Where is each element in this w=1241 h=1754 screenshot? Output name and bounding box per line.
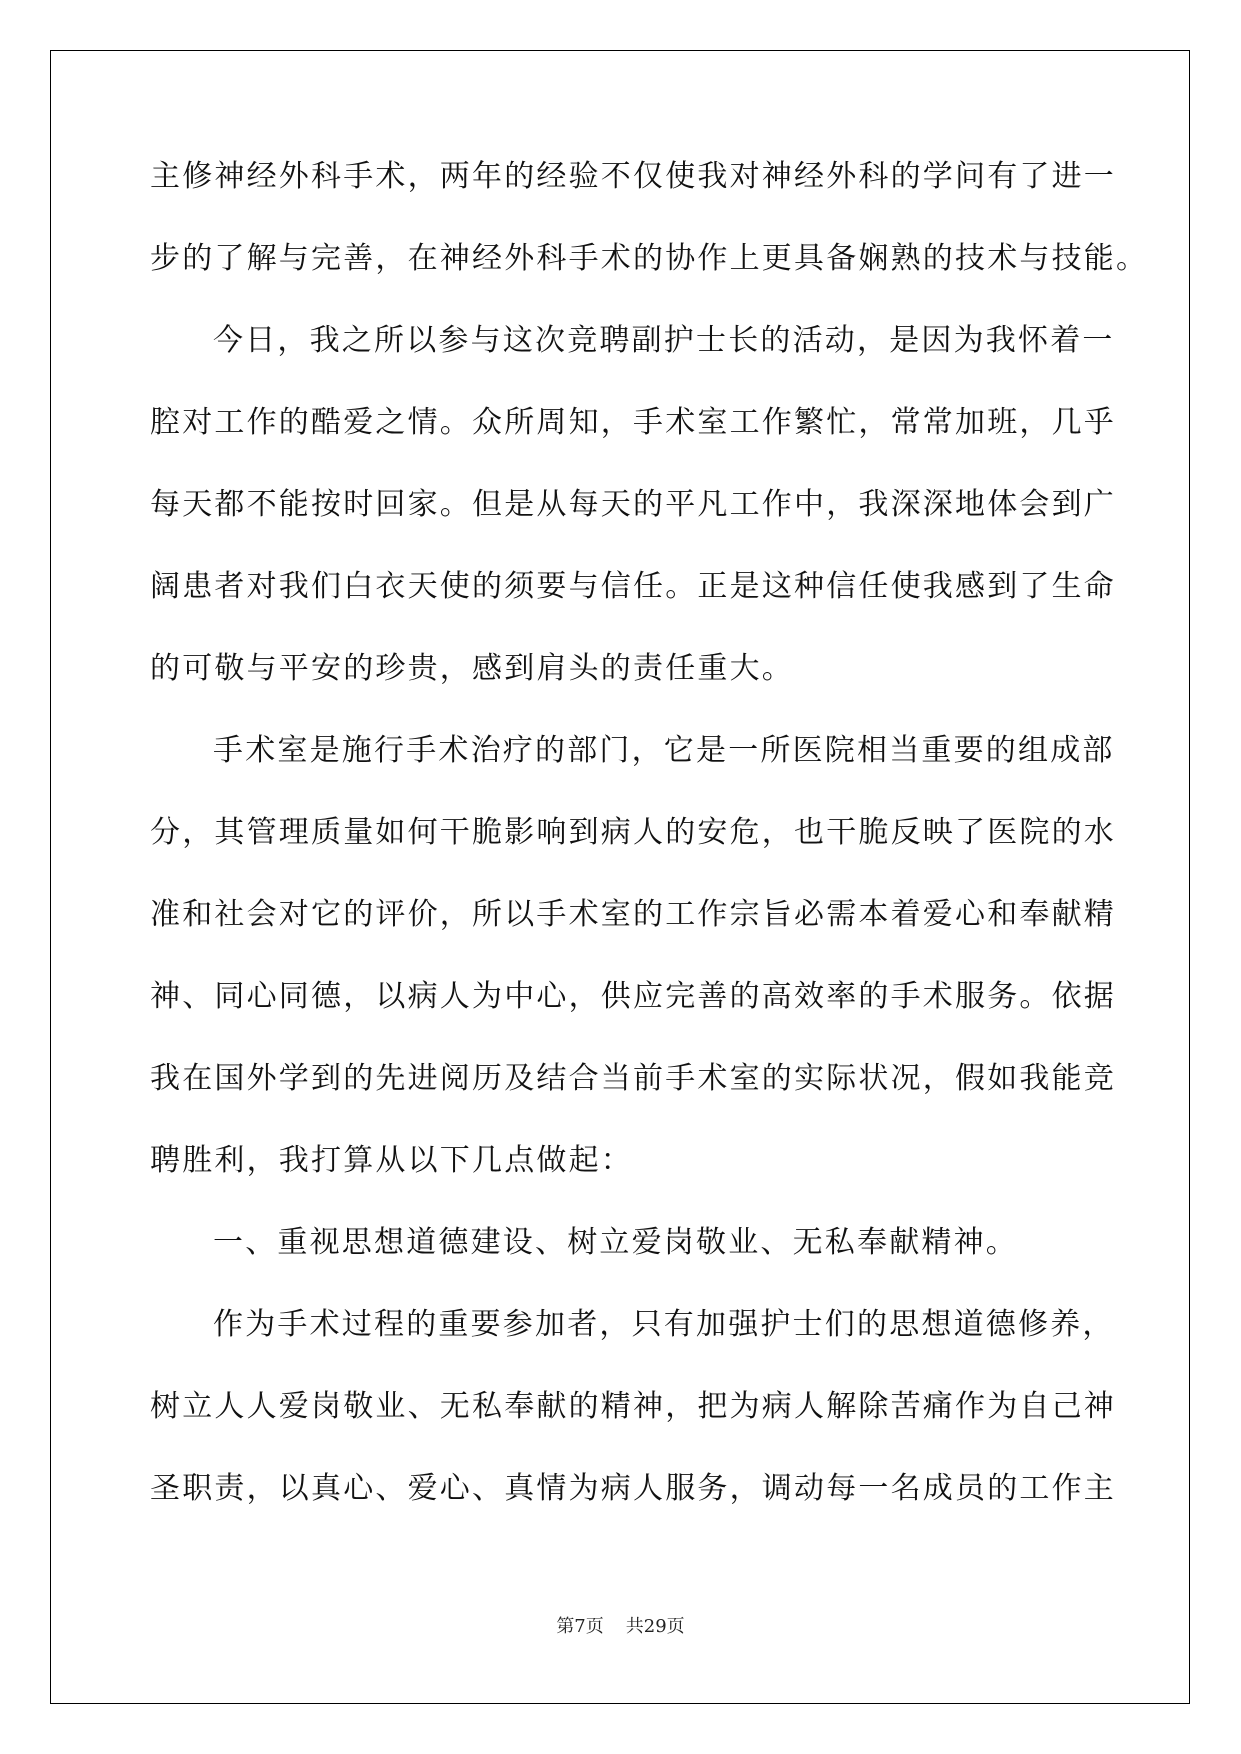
text-line: 我在国外学到的先进阅历及结合当前手术室的实际状况，假如我能竞 xyxy=(150,1061,1116,1096)
text-line: 的可敬与平安的珍贵，感到肩头的责任重大。 xyxy=(150,651,794,686)
text-line: 圣职责，以真心、爱心、真情为病人服务，调动每一名成员的工作主 xyxy=(150,1471,1116,1506)
text-line: 腔对工作的酷爱之情。众所周知，手术室工作繁忙，常常加班，几乎 xyxy=(150,405,1116,440)
text-line: 树立人人爱岗敬业、无私奉献的精神，把为病人解除苦痛作为自己神 xyxy=(150,1389,1116,1424)
text-line: 准和社会对它的评价，所以手术室的工作宗旨必需本着爱心和奉献精 xyxy=(150,897,1116,932)
text-line: 分，其管理质量如何干脆影响到病人的安危，也干脆反映了医院的水 xyxy=(150,815,1116,850)
text-line: 聘胜利，我打算从以下几点做起： xyxy=(150,1143,633,1178)
page-number-total: 共29页 xyxy=(625,1616,685,1637)
page-footer xyxy=(0,1612,1241,1638)
text-line: 主修神经外科手术，两年的经验不仅使我对神经外科的学问有了进一 xyxy=(150,159,1116,194)
text-line: 阔患者对我们白衣天使的须要与信任。正是这种信任使我感到了生命 xyxy=(150,569,1116,604)
page-number-current: 第7页 xyxy=(556,1616,604,1637)
text-line: 神、同心同德，以病人为中心，供应完善的高效率的手术服务。依据 xyxy=(150,979,1116,1014)
text-line: 手术室是施行手术治疗的部门，它是一所医院相当重要的组成部 xyxy=(213,733,1115,768)
text-line: 一、重视思想道德建设、树立爱岗敬业、无私奉献精神。 xyxy=(213,1225,1018,1260)
text-line: 今日，我之所以参与这次竞聘副护士长的活动，是因为我怀着一 xyxy=(213,323,1115,358)
document-body xyxy=(150,155,1149,1549)
text-line: 作为手术过程的重要参加者，只有加强护士们的思想道德修养， xyxy=(213,1307,1115,1342)
text-line: 每天都不能按时回家。但是从每天的平凡工作中，我深深地体会到广 xyxy=(150,487,1116,522)
text-line: 步的了解与完善，在神经外科手术的协作上更具备娴熟的技术与技能。 xyxy=(150,241,1149,276)
